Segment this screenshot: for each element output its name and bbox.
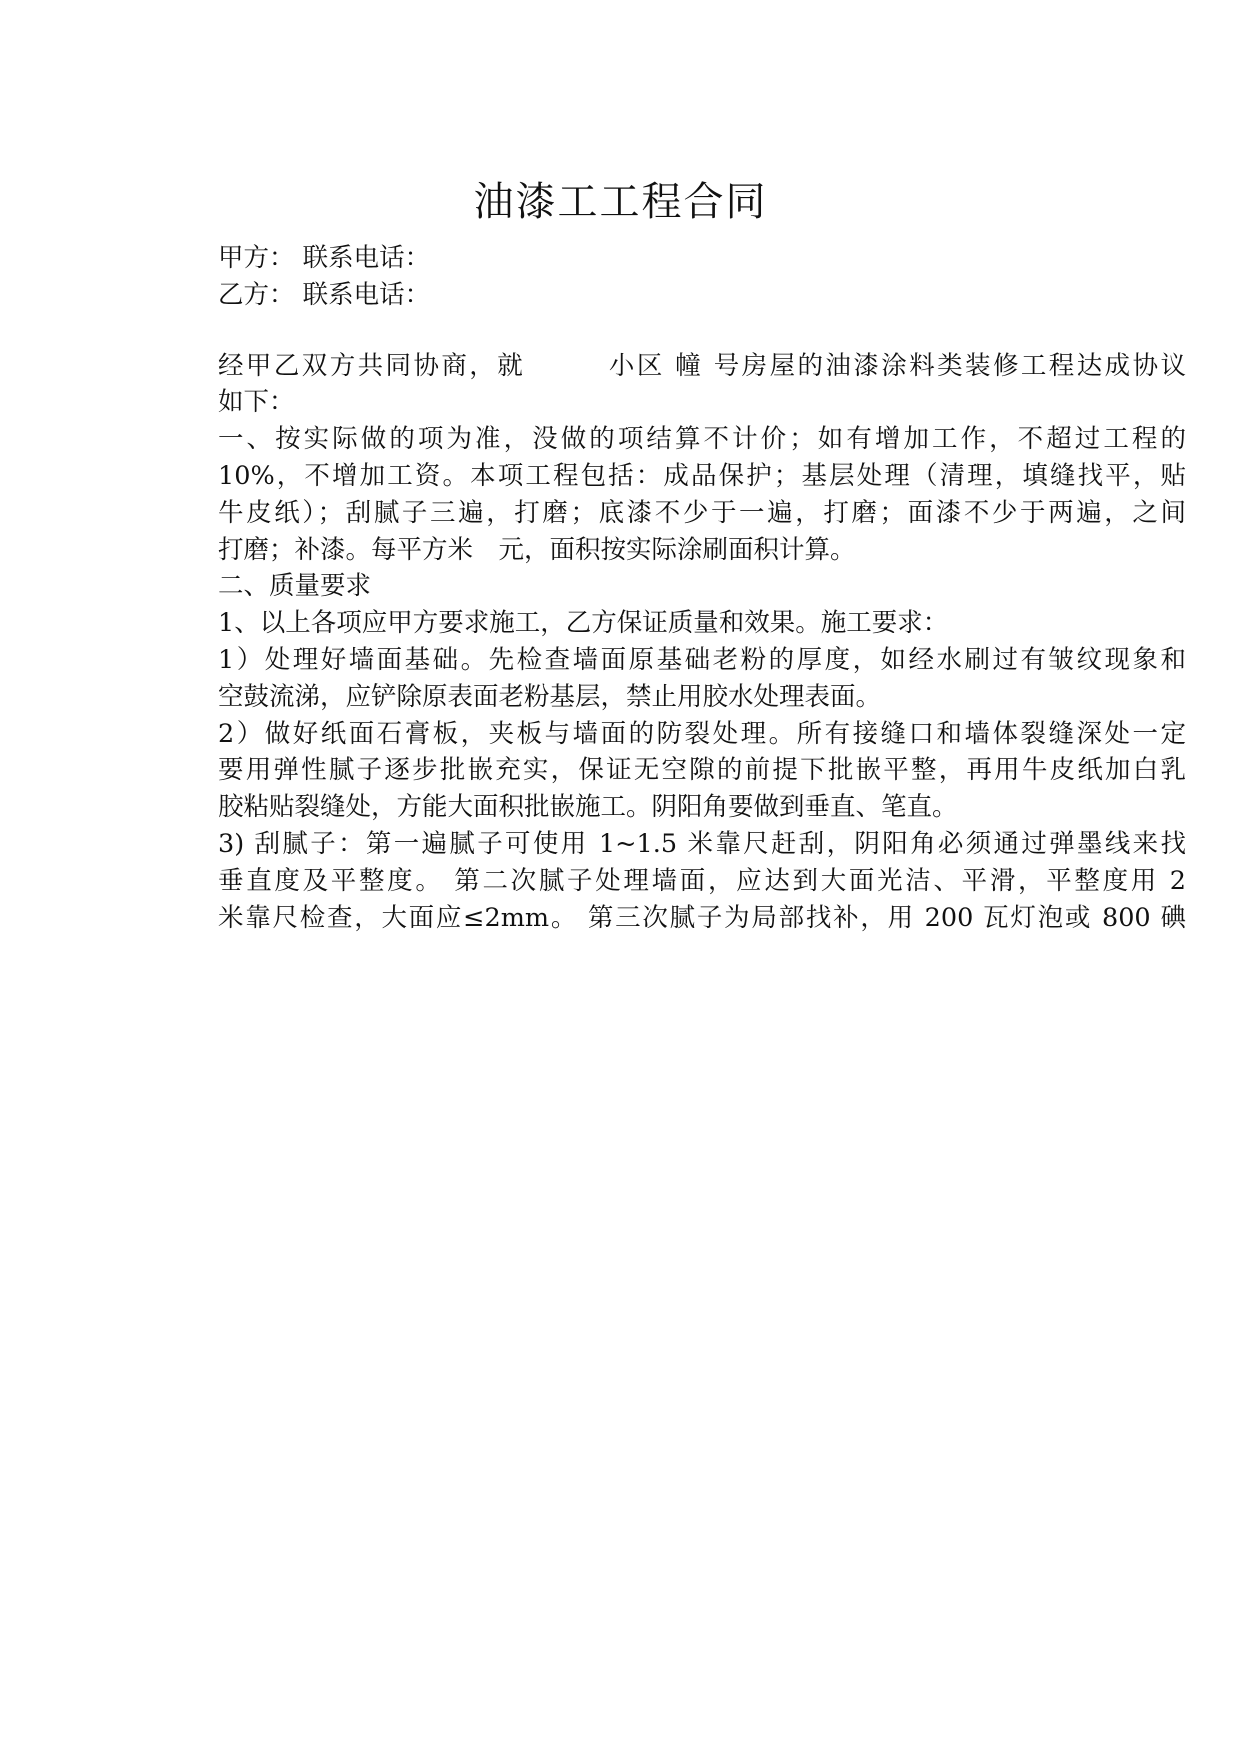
party-a-line: 甲方： 联系电话：	[218, 243, 431, 273]
party-b-line: 乙方： 联系电话：	[218, 279, 431, 310]
text-line: 1、以上各项应甲方要求施工，乙方保证质量和效果。施工要求：	[218, 608, 949, 639]
text-line: 10%，不增加工资。本项工程包括：成品保护；基层处理（清理，填缝找平，贴	[218, 460, 1186, 491]
text-line: 如下：	[218, 387, 295, 418]
text-line: 垂直度及平整度。 第二次腻子处理墙面，应达到大面光洁、平滑，平整度用 2	[218, 865, 1186, 896]
text-line: 经甲乙双方共同协商，就 小区 幢 号房屋的油漆涂料类装修工程达成协议	[218, 350, 1186, 381]
text-line: 牛皮纸）；刮腻子三遍，打磨；底漆不少于一遍，打磨；面漆不少于两遍，之间	[218, 497, 1186, 528]
text-line: 1）处理好墙面基础。先检查墙面原基础老粉的厚度，如经水刷过有皱纹现象和	[218, 644, 1186, 675]
text-line: 一、按实际做的项为准，没做的项结算不计价；如有增加工作，不超过工程的	[218, 424, 1186, 455]
text-line: 要用弹性腻子逐步批嵌充实，保证无空隙的前提下批嵌平整，再用牛皮纸加白乳	[218, 755, 1186, 786]
text-line: 打磨；补漆。每平方米 元，面积按实际涂刷面积计算。	[218, 534, 856, 565]
contract-title: 油漆工工程合同	[473, 179, 768, 225]
text-line: 胶粘贴裂缝处，方能大面积批嵌施工。阴阳角要做到垂直、笔直。	[218, 792, 958, 823]
text-line: 空鼓流涕，应铲除原表面老粉基层，禁止用胶水处理表面。	[218, 681, 882, 712]
contract-body	[218, 240, 1186, 936]
section-heading: 二、质量要求	[218, 571, 372, 602]
text-line: 3) 刮腻子：第一遍腻子可使用 1~1.5 米靠尺赶刮，阴阳角必须通过弹墨线来找	[218, 828, 1186, 859]
text-line: 2）做好纸面石膏板，夹板与墙面的防裂处理。所有接缝口和墙体裂缝深处一定	[218, 718, 1186, 749]
text-line: 米靠尺检查，大面应≤2mm。 第三次腻子为局部找补，用 200 瓦灯泡或 800 碘	[218, 902, 1186, 933]
paragraph-gap	[218, 314, 1186, 348]
